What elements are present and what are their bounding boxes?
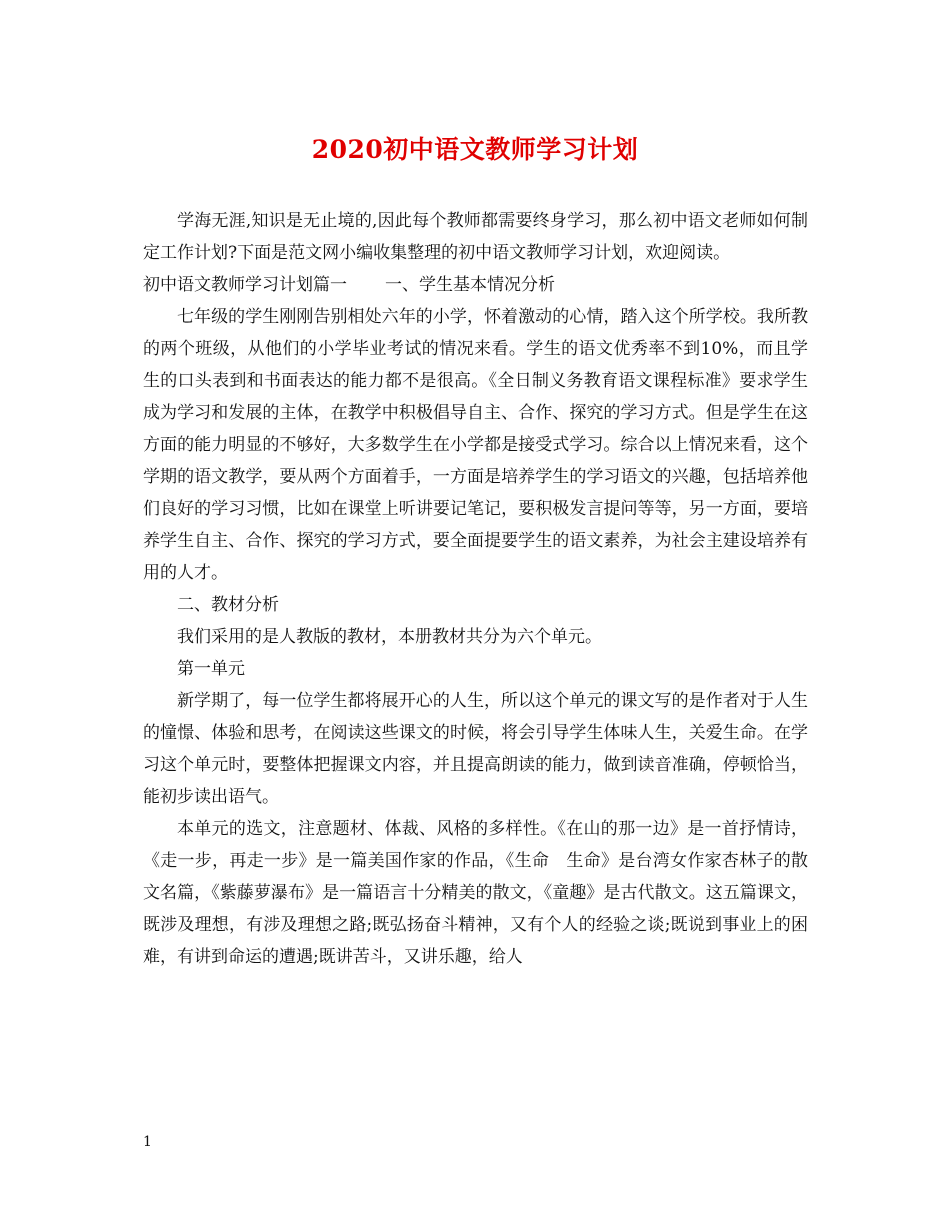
page-number: 1 — [143, 1134, 152, 1150]
document-body — [143, 205, 808, 973]
section-heading-right: 一、学生基本情况分析 — [385, 275, 555, 295]
intro-paragraph: 学海无涯,知识是无止境的,因此每个教师都需要终身学习，那么初中语文老师如何制定工作计划?下面是范文网小编收集整理的初中语文教师学习计划，欢迎阅读。 — [143, 211, 808, 263]
section-heading-line — [143, 269, 808, 301]
section-heading-left: 初中语文教师学习计划篇一 — [143, 275, 347, 295]
document-title: 2020初中语文教师学习计划 — [311, 135, 639, 164]
paragraph-student-analysis: 七年级的学生刚刚告别相处六年的小学，怀着激动的心情，踏入这个所学校。我所教的两个班级，从他们的小学毕业考试的情况来看。学生的语文优秀率不到10%，而且学生的口头表到和书面表达的能力都不是很高。《全日制义务教育语文课程标准》要求学生成为学习和发展的主体，在教学中积极倡导自主、合作、探究的学习方式。但是学生在这方面的能力明显的不够好，大多数学生在小学都是接受式学习。综合以上情况来看，这个学期的语文教学，要从两个方面着手，一方面是培养学生的学习语文的兴趣，包括培养他们良好的学习习惯，比如在课堂上听讲要记笔记，要积极发言提问等等，另一方面，要培养学生自主、合作、探究的学习方式，要全面提要学生的语文素养，为社会主建设培养有用的人才。 — [143, 307, 808, 583]
heading-textbook-analysis: 二、教材分析 — [177, 595, 279, 615]
paragraph-textbook-intro: 我们采用的是人教版的教材，本册教材共分为六个单元。 — [177, 627, 602, 647]
paragraph-unit-one-selections: 本单元的选文，注意题材、体裁、风格的多样性。《在山的那一边》是一首抒情诗，《走一步，再走一步》是一篇美国作家的作品，《生命 生命》是台湾女作家杏林子的散文名篇，《紫藤萝瀑布》是一篇语言十分精美的散文，《童趣》是古代散文。这五篇课文，既涉及理想，有涉及理想之路;既弘扬奋斗精神，又有个人的经验之谈;既说到事业上的困难，有讲到命运的遭遇;既讲苦斗，又讲乐趣，给人 — [143, 819, 808, 967]
heading-unit-one: 第一单元 — [177, 659, 245, 679]
paragraph-unit-one: 新学期了，每一位学生都将展开心的人生，所以这个单元的课文写的是作者对于人生的憧憬、体验和思考，在阅读这些课文的时候，将会引导学生体味人生，关爱生命。在学习这个单元时，要整体把握课文内容，并且提高朗读的能力，做到读音准确，停顿恰当，能初步读出语气。 — [143, 691, 808, 807]
